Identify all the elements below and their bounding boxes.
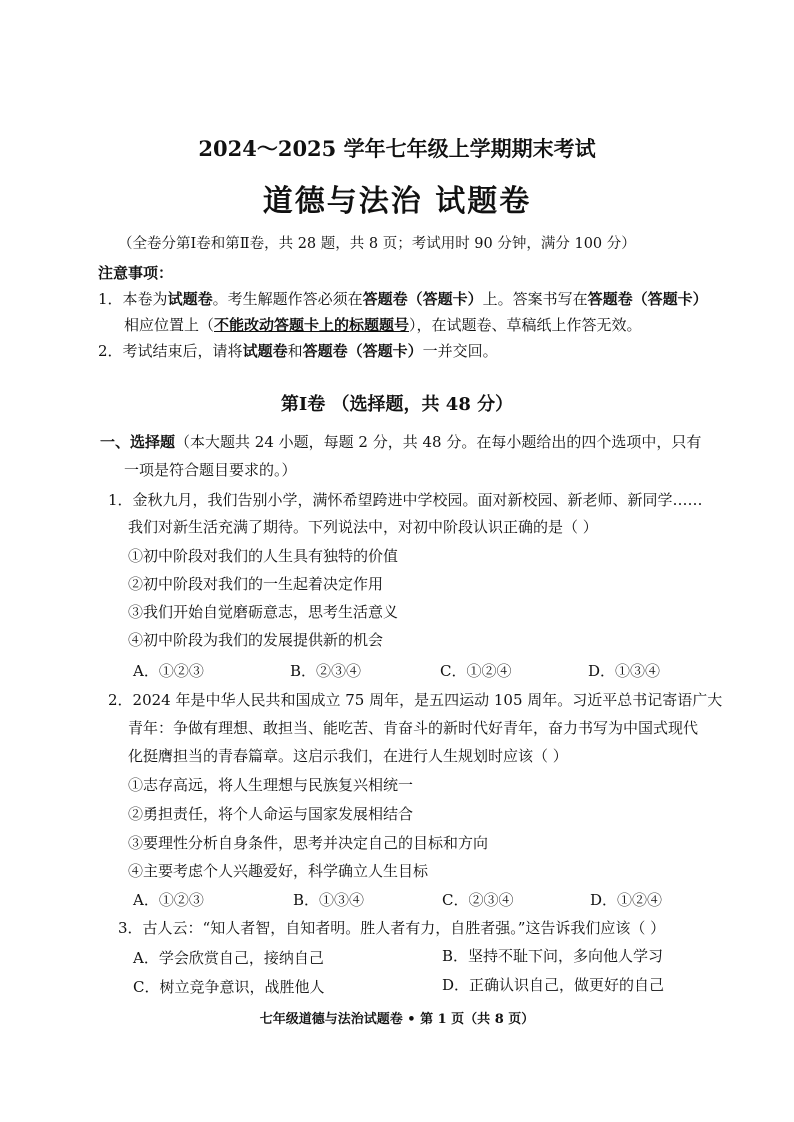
- q2-item-3: ③要理性分析自身条件，思考并决定自己的目标和方向: [128, 834, 489, 852]
- q1-item-1: ①初中阶段对我们的人生具有独特的价值: [128, 547, 399, 565]
- section-intro-line2: 一项是符合题目要求的。）: [124, 461, 297, 479]
- page-footer: 七年级道德与法治试题卷 • 第 1 页（共 8 页）: [259, 1012, 535, 1027]
- q1-stem-line2: 我们对新生活充满了期待。下列说法中，对初中阶段认识正确的是（ ）: [128, 518, 598, 536]
- q2-item-2: ②勇担责任，将个人命运与国家发展相结合: [128, 805, 414, 823]
- note-emph: 试题卷: [167, 290, 213, 308]
- note-1-line1: [98, 288, 708, 309]
- q2-stem-line2: 青年：争做有理想、敢担当、能吃苦、肯奋斗的新时代好青年，奋力书写为中国式现代: [128, 719, 699, 737]
- note-emph: 试题卷: [242, 342, 288, 360]
- note-1-line2: [124, 314, 642, 335]
- note-emph: 答题卷（答题卡）: [302, 342, 423, 360]
- note-text: 。考生解题作答必须在: [212, 290, 363, 308]
- q2-option-b: B．①③④: [293, 891, 365, 909]
- note-1-number: 1．: [98, 290, 123, 308]
- note-text: 上。答案书写在: [482, 290, 588, 308]
- note-text: 考试结束后，请将: [122, 342, 243, 360]
- q1-option-d: D．①③④: [588, 662, 661, 680]
- note-emph: 答题卷（答题卡）: [587, 290, 708, 308]
- exam-title: 2024～2025 学年七年级上学期期末考试: [198, 136, 596, 161]
- q2-item-4: ④主要考虑个人兴趣爱好，科学确立人生目标: [128, 862, 429, 880]
- note-text: ），在试题卷、草稿纸上作答无效。: [409, 316, 642, 334]
- note-underlined: 不能改动答题卡上的标题题号: [214, 316, 410, 334]
- q2-item-1: ①志存高远，将人生理想与民族复兴相统一: [128, 776, 414, 794]
- q1-item-2: ②初中阶段对我们的一生起着决定作用: [128, 575, 384, 593]
- q2-option-a: A．①②③: [133, 891, 204, 909]
- q1-option-a: A．①②③: [133, 662, 204, 680]
- q3-option-d: D．正确认识自己，做更好的自己: [442, 976, 665, 994]
- section-intro-line1: [100, 431, 701, 452]
- q1-stem-line1: 1．金秋九月，我们告别小学，满怀希望跨进中学校园。面对新校园、新老师、新同学……: [108, 491, 703, 509]
- q3-option-a: A．学会欣赏自己，接纳自己: [133, 949, 324, 967]
- note-text: 相应位置上（: [124, 316, 215, 334]
- q1-item-3: ③我们开始自觉磨砺意志，思考生活意义: [128, 603, 399, 621]
- section-intro-text: （本大题共 24 小题，每题 2 分，共 48 分。在每小题给出的四个选项中，只有: [175, 433, 702, 451]
- q2-stem-line3: 化挺膺担当的青春篇章。这启示我们，在进行人生规划时应该（ ）: [128, 747, 568, 765]
- q1-option-c: C．①②④: [440, 662, 512, 680]
- note-text: 一并交回。: [422, 342, 498, 360]
- q3-stem: 3．古人云：“知人者智，自知者明。胜人者有力，自胜者强。”这告诉我们应该（ ）: [118, 919, 666, 937]
- section-title: 第Ⅰ卷 （选择题，共 48 分）: [280, 394, 514, 415]
- exam-meta: （全卷分第Ⅰ卷和第Ⅱ卷，共 28 题，共 8 页；考试用时 90 分钟，满分 100 分）: [118, 236, 636, 252]
- note-2-number: 2．: [98, 342, 123, 360]
- notes-heading: 注意事项：: [98, 264, 174, 282]
- q1-item-4: ④初中阶段为我们的发展提供新的机会: [128, 631, 384, 649]
- q3-option-c: C．树立竞争意识，战胜他人: [133, 978, 325, 996]
- q2-stem-line1: 2．2024 年是中华人民共和国成立 75 周年，是五四运动 105 周年。习近平总书记寄语广大: [108, 691, 723, 709]
- exam-subject-title: 道德与法治 试题卷: [262, 184, 532, 219]
- note-emph: 答题卷（答题卡）: [362, 290, 483, 308]
- note-2: [98, 340, 498, 361]
- note-text: 本卷为: [122, 290, 168, 308]
- q2-option-d: D．①②④: [590, 891, 663, 909]
- section-intro-label: 一、选择题: [100, 433, 176, 451]
- q1-option-b: B．②③④: [290, 662, 362, 680]
- note-text: 和: [287, 342, 303, 360]
- q3-option-b: B．坚持不耻下问，多向他人学习: [442, 947, 664, 965]
- q2-option-c: C．②③④: [442, 891, 514, 909]
